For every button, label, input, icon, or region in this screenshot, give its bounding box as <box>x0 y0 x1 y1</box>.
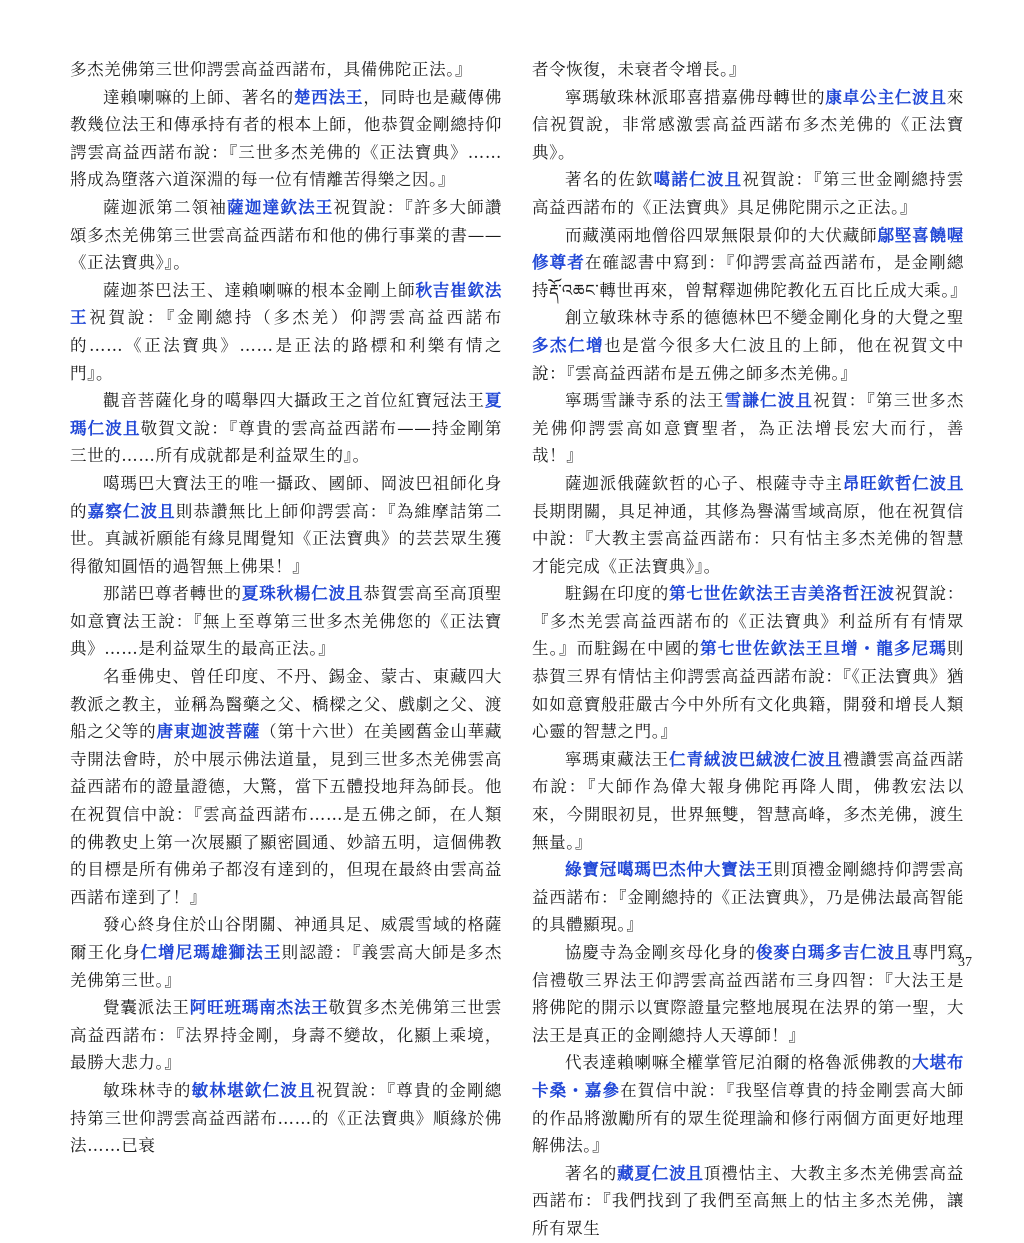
paragraph-text: 創立敏珠林寺系的德德林巴不變金剛化身的大覺之聖 <box>565 308 964 328</box>
paragraph-text: 祝賀說：『尊貴的金剛總持第三世仰諤雲高益西諾布……的《正法寶典》順緣於佛法……已衰 <box>70 1080 502 1156</box>
paragraph-text: 敏珠林寺的 <box>103 1080 192 1100</box>
highlighted-name: 夏珠秋楊仁波且 <box>241 584 364 604</box>
paragraph-text: 來信祝賀說，非常感激雲高益西諾布多杰羌佛的《正法寶典》。 <box>532 87 965 162</box>
highlighted-name: 敏林堪欽仁波且 <box>191 1080 316 1100</box>
paragraph-text: 名垂佛史、曾任印度、不丹、錫金、蒙古、東藏四大教派之教主，並稱為醫藥之父、橋樑之父、戲劇之父、渡船之父等的 <box>70 667 502 742</box>
highlighted-name: 第七世佐欽法王旦增・龍多尼瑪 <box>700 639 947 659</box>
highlighted-name: 鄔堅喜饒喔修尊者 <box>532 225 964 273</box>
paragraph-text: 祝賀說：『許多大師讚頌多杰羌佛第三世雲高益西諾布和他的佛行事業的書——《正法寶典》』。 <box>70 197 502 273</box>
highlighted-name: 楚西法王 <box>293 87 364 107</box>
highlighted-name: 仁增尼瑪雄獅法王 <box>140 943 282 962</box>
page-number: 37 <box>958 955 972 970</box>
paragraph-text: 代表達賴喇嘛全權掌管尼泊爾的格魯派佛教的 <box>565 1053 913 1073</box>
highlighted-name: 唐東迦波菩薩 <box>156 722 261 742</box>
paragraph-text: 祝賀：『第三世多杰羌佛仰諤雲高如意寶聖者，為正法增長宏大而行，善哉！』 <box>532 391 964 466</box>
paragraph <box>532 56 964 84</box>
highlighted-name: 仁青絨波巴絨波仁波且 <box>669 749 843 769</box>
paragraph <box>70 663 502 911</box>
paragraph <box>70 387 502 470</box>
paragraph <box>70 911 502 994</box>
paragraph <box>70 1077 502 1160</box>
highlighted-name: 薩迦達欽法王 <box>227 197 334 217</box>
paragraph-text: 敬賀文說：『尊貴的雲高益西諾布——持金剛第三世的……所有成就都是利益眾生的』。 <box>70 418 502 466</box>
paragraph <box>532 304 964 387</box>
paragraph-text: 寧瑪敏珠林派耶喜措嘉佛母轉世的 <box>565 87 826 107</box>
paragraph-text: 薩迦派第二領袖 <box>103 197 228 217</box>
paragraph-text: 者令恢復，未衰者令增長。』 <box>532 60 747 79</box>
paragraph <box>532 856 964 939</box>
paragraph-text: 多杰羌佛第三世仰諤雲高益西諾布，具備佛陀正法。』 <box>70 60 473 79</box>
paragraph <box>70 580 502 663</box>
paragraph <box>70 277 502 387</box>
paragraph-text: 觀音菩薩化身的噶舉四大攝政王之首位紅寶冠法王 <box>103 391 485 411</box>
paragraph-text: 也是當今很多大仁波且的上師，他在祝賀文中說：『雲高益西諾布是五佛之師多杰羌佛。』 <box>532 335 964 383</box>
paragraph <box>70 194 502 277</box>
highlighted-name: 俊麥白瑪多吉仁波且 <box>755 943 913 962</box>
highlighted-name: 康卓公主仁波且 <box>825 87 947 107</box>
highlighted-name: 昂旺欽哲仁波且 <box>842 473 965 493</box>
paragraph <box>532 939 964 1049</box>
highlighted-name: 夏瑪仁波且 <box>70 391 502 438</box>
paragraph-text: 薩迦派俄薩欽哲的心子、根薩寺寺主 <box>565 473 843 493</box>
paragraph-text: 專門寫信禮敬三界法王仰諤雲高益西諾布三身四智：『大法王是將佛陀的開示以實際證量完整地展現在法界的第一聖，大法王是真正的金剛總持人天導師！』 <box>532 943 964 1045</box>
paragraph-text: 協慶寺為金剛亥母化身的 <box>565 943 756 962</box>
paragraph <box>70 994 502 1077</box>
highlighted-name: 綠寶冠噶瑪巴杰仲大寶法王 <box>565 860 774 880</box>
paragraph-text: 則頂禮金剛總持仰諤雲高益西諾布：『金剛總持的《正法寶典》，乃是佛法最高智能的具體顯現。』 <box>532 860 964 935</box>
paragraph <box>70 84 502 194</box>
paragraph-text: 禮讚雲高益西諾布說：『大師作為偉大報身佛陀再降人間，佛教宏法以來，今開眼初見，世界無雙，智慧高峰，多杰羌佛，渡生無量。』 <box>532 749 965 852</box>
paragraph <box>532 387 964 470</box>
paragraph <box>532 84 964 167</box>
paragraph-text: 而藏漢兩地僧俗四眾無限景仰的大伏藏師 <box>565 225 878 245</box>
paragraph <box>532 470 964 580</box>
paragraph <box>532 1049 964 1159</box>
paragraph-text: 寧瑪東藏法王 <box>565 749 670 769</box>
paragraph-text: 敬賀多杰羌佛第三世雲高益西諾布：『法界持金剛，身壽不變故，化顯上乘境，最勝大悲力。』 <box>70 998 502 1073</box>
paragraph <box>532 580 964 746</box>
highlighted-name: 秋吉崔欽法王 <box>70 280 502 328</box>
paragraph-text: 頂禮怙主、大教主多杰羌佛雲高益西諾布：『我們找到了我們至高無上的怙主多杰羌佛，讓所有眾生 <box>532 1163 964 1238</box>
paragraph <box>532 1160 964 1243</box>
paragraph-text: 則恭讚無比上師仰諤雲高：『為維摩詰第二世。真誠祈願能有緣見聞覺知《正法寶典》的芸芸眾生獲得徹知圓悟的過智無上佛果！』 <box>70 501 502 576</box>
paragraph-text: 駐錫在印度的 <box>565 584 670 604</box>
paragraph-text: 長期閉關，具足神通，其修為譽滿雪域高原，他在祝賀信中說：『大教主雲高益西諾布：只有怙主多杰羌佛的智慧才能完成《正法寶典》』。 <box>532 501 964 576</box>
paragraph-text: 達賴喇嘛的上師、著名的 <box>103 87 294 107</box>
paragraph-text: 那諾巴尊者轉世的 <box>103 584 242 604</box>
highlighted-name: 嘉察仁波且 <box>87 501 176 521</box>
paragraph-text: （第十六世）在美國舊金山華藏寺開法會時，於中展示佛法道量，見到三世多杰羌佛雲高益西諾布的證量證德，大驚，當下五體投地拜為師長。他在祝賀信中說：『雲高益西諾布……是五佛之師，在人類的佛教史上第一次展顯了顯密圓通、妙諳五明，這個佛教的目標是所有佛弟子都沒有達到的，但現在最終由雲高益西諾布達到了！』 <box>70 722 503 907</box>
paragraph-text: 著名的 <box>565 1163 618 1183</box>
paragraph-text: 薩迦茶巴法王、達賴喇嘛的根本金剛上師 <box>103 280 416 300</box>
paragraph-text: 在確認書中寫到：『仰諤雲高益西諾布，是金剛總持རྡོ་འཆང་轉世再來，曾幫釋迦佛陀教化五百比丘成大乘。』 <box>532 253 968 300</box>
paragraph-text: 祝賀說：『第三世金剛總持雲高益西諾布的《正法寶典》具足佛陀開示之正法。』 <box>532 170 964 217</box>
paragraph-text: 著名的佐欽 <box>565 170 654 190</box>
highlighted-name: 阿旺班瑪南杰法王 <box>189 998 329 1018</box>
paragraph-text: 寧瑪雪謙寺系的法王 <box>565 391 725 411</box>
paragraph-text: 覺囊派法王 <box>103 998 190 1018</box>
paragraph <box>532 746 964 856</box>
paragraph-text: 則認證：『義雲高大師是多杰羌佛第三世。』 <box>70 943 502 990</box>
highlighted-name: 第七世佐欽法王吉美洛哲汪波 <box>669 584 895 604</box>
highlighted-name: 噶諾仁波且 <box>653 170 743 190</box>
paragraph <box>532 222 968 305</box>
paragraph <box>70 470 502 580</box>
highlighted-name: 藏夏仁波且 <box>617 1163 704 1183</box>
highlighted-name: 多杰仁增 <box>532 335 605 355</box>
paragraph-text: 發心終身住於山谷閉關、神通具足、威震雪域的格薩爾王化身 <box>70 915 502 962</box>
highlighted-name: 雪謙仁波且 <box>724 391 814 411</box>
paragraph-text: 恭賀雲高至高頂聖如意寶法王說：『無上至尊第三世多杰羌佛您的《正法寶典》……是利益眾生的最高正法。』 <box>70 584 502 659</box>
left-text-column <box>70 56 502 1160</box>
paragraph-text: 則恭賀三界有情怙主仰諤雲高益西諾布說：『《正法寶典》猶如如意寶般莊嚴古今中外所有文化典籍，開發和增長人類心靈的智慧之門。』 <box>532 639 965 742</box>
paragraph-text: ，同時也是藏傳佛教幾位法王和傳承持有者的根本上師，他恭賀金剛總持仰諤雲高益西諾布說：『三世多杰羌佛的《正法寶典》……將成為墮落六道深淵的每一位有情離苦得樂之因。』 <box>70 87 502 190</box>
paragraph-text: 噶瑪巴大寶法王的唯一攝政、國師、岡波巴祖師化身的 <box>70 473 502 521</box>
paragraph-text: 祝賀說：『多杰羌雲高益西諾布的《正法寶典》利益所有有情眾生。』而駐錫在中國的 <box>532 584 964 659</box>
paragraph <box>532 166 964 221</box>
paragraph-text: 在賀信中說：『我堅信尊貴的持金剛雲高大師的作品將激勵所有的眾生從理論和修行兩個方面更好地理解佛法。』 <box>532 1080 964 1156</box>
paragraph <box>70 56 502 84</box>
paragraph-text: 祝賀說：『金剛總持（多杰羌）仰諤雲高益西諾布的……《正法寶典》……是正法的路標和利樂有情之門』。 <box>70 308 502 383</box>
highlighted-name: 大堪布卡桑・嘉參 <box>532 1053 964 1100</box>
